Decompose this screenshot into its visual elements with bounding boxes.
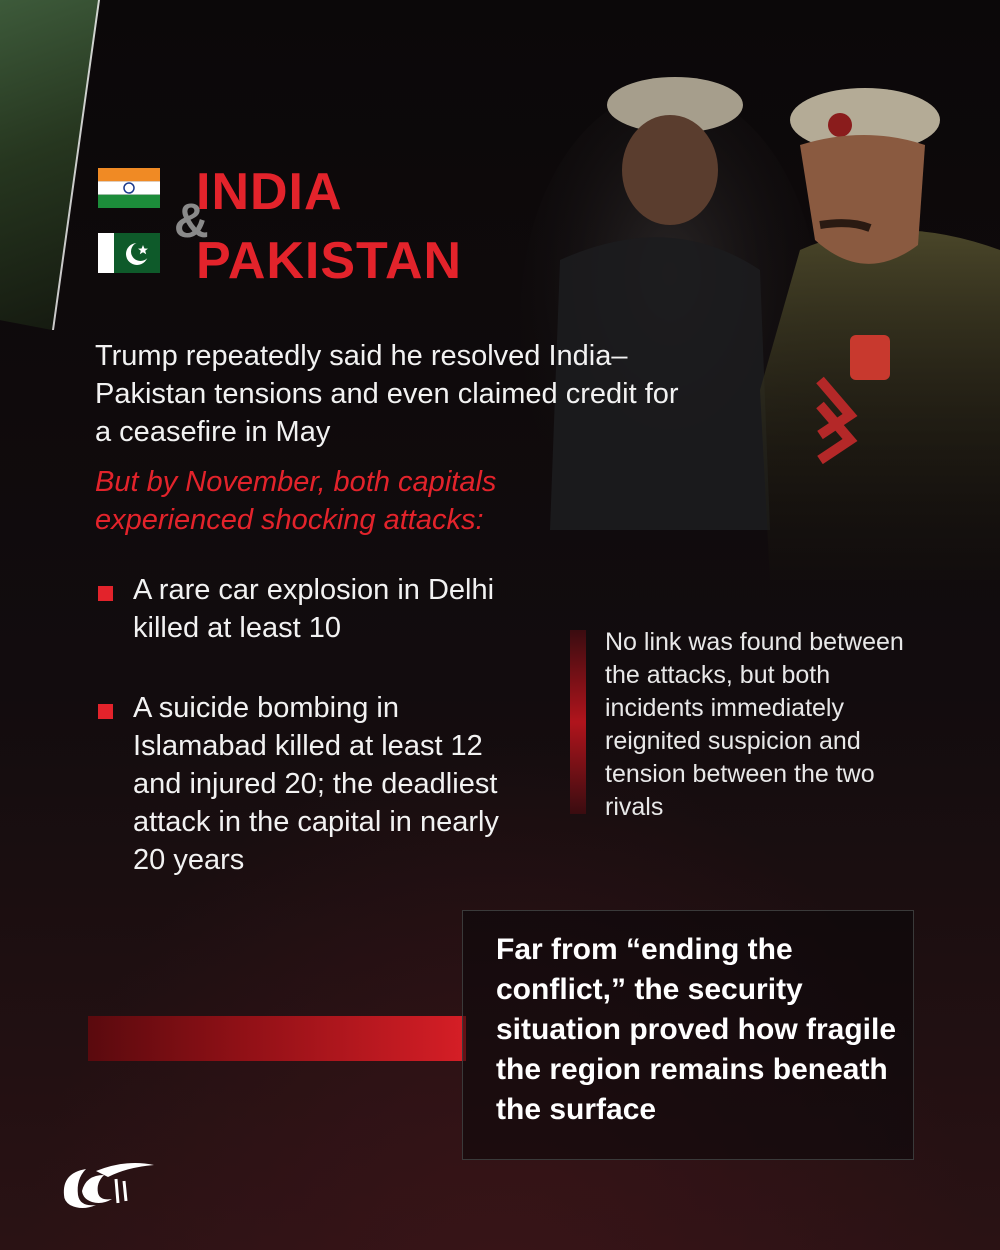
background-photo-strip: [0, 0, 100, 330]
bullet-square-icon: [98, 586, 113, 601]
list-item: [98, 689, 538, 879]
side-note-accent-bar: [570, 630, 586, 814]
bullet-text: A rare car explosion in Delhi killed at least 10: [133, 574, 495, 644]
intro-text: Trump repeatedly said he resolved India–Pakistan tensions and even claimed credit for a ceasefire in May: [95, 340, 679, 448]
pakistan-flag-icon: [98, 233, 160, 273]
title-india: INDIA: [196, 163, 343, 221]
side-note: No link was found between the attacks, but both incidents immediately reignited suspicion and tension between the two rivals: [605, 628, 904, 821]
intro-highlight: But by November, both capitals experienced shocking attacks:: [95, 466, 497, 536]
conclusion-text: Far from “ending the conflict,” the security situation proved how fragile the region remains beneath the surface: [496, 933, 897, 1126]
bullet-text: A suicide bombing in Islamabad killed at least 12 and injured 20; the deadliest attack in the capital in nearly 20 years: [133, 692, 499, 876]
list-item: [98, 571, 538, 647]
india-flag-icon: [98, 168, 160, 208]
ampersand: &: [174, 195, 209, 248]
bullet-square-icon: [98, 704, 113, 719]
al-mayadeen-logo-icon: [56, 1155, 156, 1215]
title-pakistan: PAKISTAN: [196, 232, 463, 290]
red-accent-band: [88, 1016, 466, 1061]
